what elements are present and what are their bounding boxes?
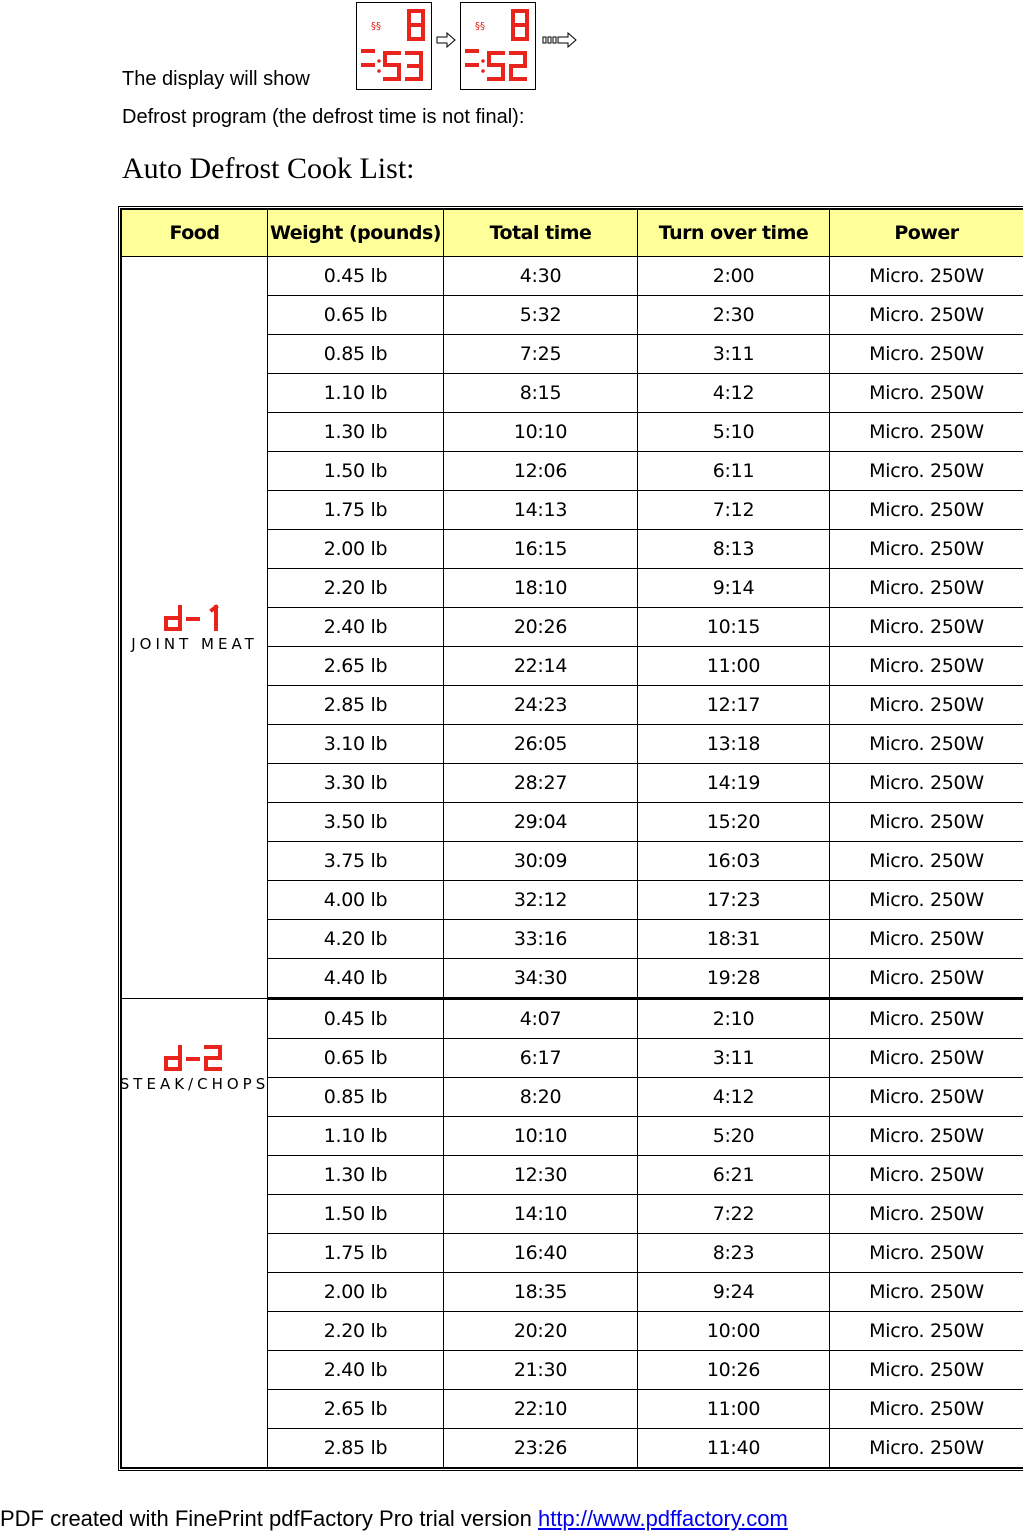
turn-over-time-cell: 8:13	[638, 530, 830, 569]
seven-seg-dash	[467, 51, 477, 65]
turn-over-time-cell: 15:20	[638, 803, 830, 842]
total-time-cell: 20:26	[444, 608, 638, 647]
turn-over-time-cell: 5:20	[638, 1117, 830, 1156]
total-time-cell: 30:09	[444, 842, 638, 881]
weight-cell: 1.75 lb	[268, 491, 444, 530]
weight-cell: 2.65 lb	[268, 647, 444, 686]
power-cell: Micro. 250W	[830, 881, 1023, 920]
weight-cell: 2.65 lb	[268, 1390, 444, 1429]
weight-cell: 2.40 lb	[268, 1351, 444, 1390]
seven-seg-dash	[363, 51, 373, 65]
turn-over-time-cell: 7:12	[638, 491, 830, 530]
turn-over-time-cell: 17:23	[638, 881, 830, 920]
turn-over-time-cell: 4:12	[638, 374, 830, 413]
total-time-cell: 28:27	[444, 764, 638, 803]
power-cell: Micro. 250W	[830, 335, 1023, 374]
power-cell: Micro. 250W	[830, 803, 1023, 842]
defrost-table	[121, 209, 1023, 1468]
power-cell: Micro. 250W	[830, 608, 1023, 647]
continue-arrow-icon	[542, 32, 578, 48]
table-body	[119, 257, 1023, 1468]
power-cell: Micro. 250W	[830, 413, 1023, 452]
total-time-cell: 10:10	[444, 413, 638, 452]
turn-over-time-cell: 14:19	[638, 764, 830, 803]
total-time-cell: 29:04	[444, 803, 638, 842]
weight-cell: 3.50 lb	[268, 803, 444, 842]
weight-cell: 2.40 lb	[268, 608, 444, 647]
food-label: STEAK/CHOPS	[119, 1075, 270, 1093]
seven-seg-digit-8	[513, 11, 527, 39]
weight-cell: 0.45 lb	[268, 257, 444, 296]
total-time-cell: 23:26	[444, 1429, 638, 1468]
turn-over-time-cell: 10:15	[638, 608, 830, 647]
power-cell: Micro. 250W	[830, 1195, 1023, 1234]
weight-cell: 2.20 lb	[268, 1312, 444, 1351]
weight-cell: 3.10 lb	[268, 725, 444, 764]
weight-cell: 4.00 lb	[268, 881, 444, 920]
total-time-cell: 16:40	[444, 1234, 638, 1273]
power-cell: Micro. 250W	[830, 1273, 1023, 1312]
total-time-cell: 16:15	[444, 530, 638, 569]
header-weight: Weight (pounds)	[268, 210, 444, 257]
turn-over-time-cell: 3:11	[638, 1039, 830, 1078]
total-time-cell: 8:20	[444, 1078, 638, 1117]
seven-seg-digit-8	[409, 11, 423, 39]
turn-over-time-cell: 5:10	[638, 413, 830, 452]
power-cell: Micro. 250W	[830, 491, 1023, 530]
weight-cell: 3.75 lb	[268, 842, 444, 881]
arrow-right-icon	[436, 32, 456, 48]
power-cell: Micro. 250W	[830, 725, 1023, 764]
total-time-cell: 21:30	[444, 1351, 638, 1390]
turn-over-time-cell: 11:40	[638, 1429, 830, 1468]
power-cell: Micro. 250W	[830, 569, 1023, 608]
turn-over-time-cell: 11:00	[638, 1390, 830, 1429]
turn-over-time-cell: 11:00	[638, 647, 830, 686]
turn-over-time-cell: 8:23	[638, 1234, 830, 1273]
steam-icon: §§	[371, 21, 381, 32]
turn-over-time-cell: 9:24	[638, 1273, 830, 1312]
power-cell: Micro. 250W	[830, 920, 1023, 959]
turn-over-time-cell: 6:21	[638, 1156, 830, 1195]
total-time-cell: 18:10	[444, 569, 638, 608]
total-time-cell: 20:20	[444, 1312, 638, 1351]
total-time-cell: 33:16	[444, 920, 638, 959]
turn-over-time-cell: 4:12	[638, 1078, 830, 1117]
power-cell: Micro. 250W	[830, 530, 1023, 569]
weight-cell: 0.85 lb	[268, 335, 444, 374]
power-cell: Micro. 250W	[830, 257, 1023, 296]
pdf-footer	[0, 1506, 788, 1532]
lcd-display-2	[460, 2, 536, 90]
total-time-cell: 12:06	[444, 452, 638, 491]
total-time-cell: 32:12	[444, 881, 638, 920]
power-cell: Micro. 250W	[830, 296, 1023, 335]
total-time-cell: 10:10	[444, 1117, 638, 1156]
header-power: Power	[830, 210, 1023, 257]
power-cell: Micro. 250W	[830, 686, 1023, 725]
seven-seg-digit-5	[385, 53, 399, 79]
total-time-cell: 22:14	[444, 647, 638, 686]
power-cell: Micro. 250W	[830, 959, 1023, 999]
turn-over-time-cell: 7:22	[638, 1195, 830, 1234]
total-time-cell: 8:15	[444, 374, 638, 413]
weight-cell: 1.30 lb	[268, 413, 444, 452]
weight-cell: 0.65 lb	[268, 1039, 444, 1078]
weight-cell: 0.65 lb	[268, 296, 444, 335]
total-time-cell: 5:32	[444, 296, 638, 335]
weight-cell: 0.85 lb	[268, 1078, 444, 1117]
lcd-display-1-graphic	[357, 3, 431, 89]
power-cell: Micro. 250W	[830, 1390, 1023, 1429]
power-cell: Micro. 250W	[830, 1312, 1023, 1351]
total-time-cell: 6:17	[444, 1039, 638, 1078]
cook-list-title: Auto Defrost Cook List:	[122, 152, 415, 185]
total-time-cell: 14:10	[444, 1195, 638, 1234]
seven-seg-digit-2	[511, 53, 525, 79]
total-time-cell: 4:30	[444, 257, 638, 296]
weight-cell: 1.10 lb	[268, 374, 444, 413]
turn-over-time-cell: 2:00	[638, 257, 830, 296]
lcd-display-2-graphic	[461, 3, 535, 89]
weight-cell: 4.20 lb	[268, 920, 444, 959]
total-time-cell: 22:10	[444, 1390, 638, 1429]
table-row	[122, 257, 1023, 296]
weight-cell: 2.85 lb	[268, 686, 444, 725]
total-time-cell: 18:35	[444, 1273, 638, 1312]
weight-cell: 4.40 lb	[268, 959, 444, 999]
total-time-cell: 26:05	[444, 725, 638, 764]
total-time-cell: 12:30	[444, 1156, 638, 1195]
power-cell: Micro. 250W	[830, 1156, 1023, 1195]
display-intro-text: The display will show	[122, 68, 310, 90]
total-time-cell: 24:23	[444, 686, 638, 725]
defrost-program-text: Defrost program (the defrost time is not final):	[122, 106, 525, 128]
food-code-display	[160, 603, 230, 633]
turn-over-time-cell: 2:30	[638, 296, 830, 335]
total-time-cell: 4:07	[444, 999, 638, 1039]
seven-seg-digit-5	[489, 53, 503, 79]
food-cell-d-2	[119, 999, 270, 1468]
weight-cell: 0.45 lb	[268, 999, 444, 1039]
defrost-table-container	[118, 206, 1023, 1471]
weight-cell: 3.30 lb	[268, 764, 444, 803]
turn-over-time-cell: 19:28	[638, 959, 830, 999]
weight-cell: 1.30 lb	[268, 1156, 444, 1195]
turn-over-time-cell: 10:26	[638, 1351, 830, 1390]
power-cell: Micro. 250W	[830, 764, 1023, 803]
seven-seg-digit-3	[407, 53, 421, 79]
turn-over-time-cell: 18:31	[638, 920, 830, 959]
total-time-cell: 7:25	[444, 335, 638, 374]
food-code-display	[160, 1043, 230, 1073]
lcd-display-1	[356, 2, 432, 90]
table-header-row	[122, 210, 1023, 257]
header-turn-over-time: Turn over time	[638, 210, 830, 257]
power-cell: Micro. 250W	[830, 1078, 1023, 1117]
power-cell: Micro. 250W	[830, 647, 1023, 686]
weight-cell: 2.00 lb	[268, 1273, 444, 1312]
weight-cell: 2.85 lb	[268, 1429, 444, 1468]
total-time-cell: 14:13	[444, 491, 638, 530]
power-cell: Micro. 250W	[830, 1351, 1023, 1390]
footer-link[interactable]: http://www.pdffactory.com	[537, 1506, 788, 1531]
header-food: Food	[122, 210, 268, 257]
turn-over-time-cell: 6:11	[638, 452, 830, 491]
footer-text: PDF created with FinePrint pdfFactory Pro trial version	[0, 1506, 538, 1531]
total-time-cell: 34:30	[444, 959, 638, 999]
power-cell: Micro. 250W	[830, 999, 1023, 1039]
weight-cell: 1.50 lb	[268, 452, 444, 491]
weight-cell: 1.75 lb	[268, 1234, 444, 1273]
power-cell: Micro. 250W	[830, 1039, 1023, 1078]
weight-cell: 2.20 lb	[268, 569, 444, 608]
power-cell: Micro. 250W	[830, 1429, 1023, 1468]
turn-over-time-cell: 16:03	[638, 842, 830, 881]
turn-over-time-cell: 10:00	[638, 1312, 830, 1351]
power-cell: Micro. 250W	[830, 1234, 1023, 1273]
turn-over-time-cell: 3:11	[638, 335, 830, 374]
food-cell-d-1	[122, 257, 268, 999]
header-total-time: Total time	[444, 210, 638, 257]
steam-icon: §§	[475, 21, 485, 32]
weight-cell: 2.00 lb	[268, 530, 444, 569]
weight-cell: 1.50 lb	[268, 1195, 444, 1234]
power-cell: Micro. 250W	[830, 452, 1023, 491]
power-cell: Micro. 250W	[830, 374, 1023, 413]
turn-over-time-cell: 2:10	[638, 999, 830, 1039]
turn-over-time-cell: 9:14	[638, 569, 830, 608]
turn-over-time-cell: 12:17	[638, 686, 830, 725]
food-label: JOINT MEAT	[131, 634, 258, 653]
table-row	[122, 999, 1023, 1039]
turn-over-time-cell: 13:18	[638, 725, 830, 764]
power-cell: Micro. 250W	[830, 1117, 1023, 1156]
weight-cell: 1.10 lb	[268, 1117, 444, 1156]
power-cell: Micro. 250W	[830, 842, 1023, 881]
